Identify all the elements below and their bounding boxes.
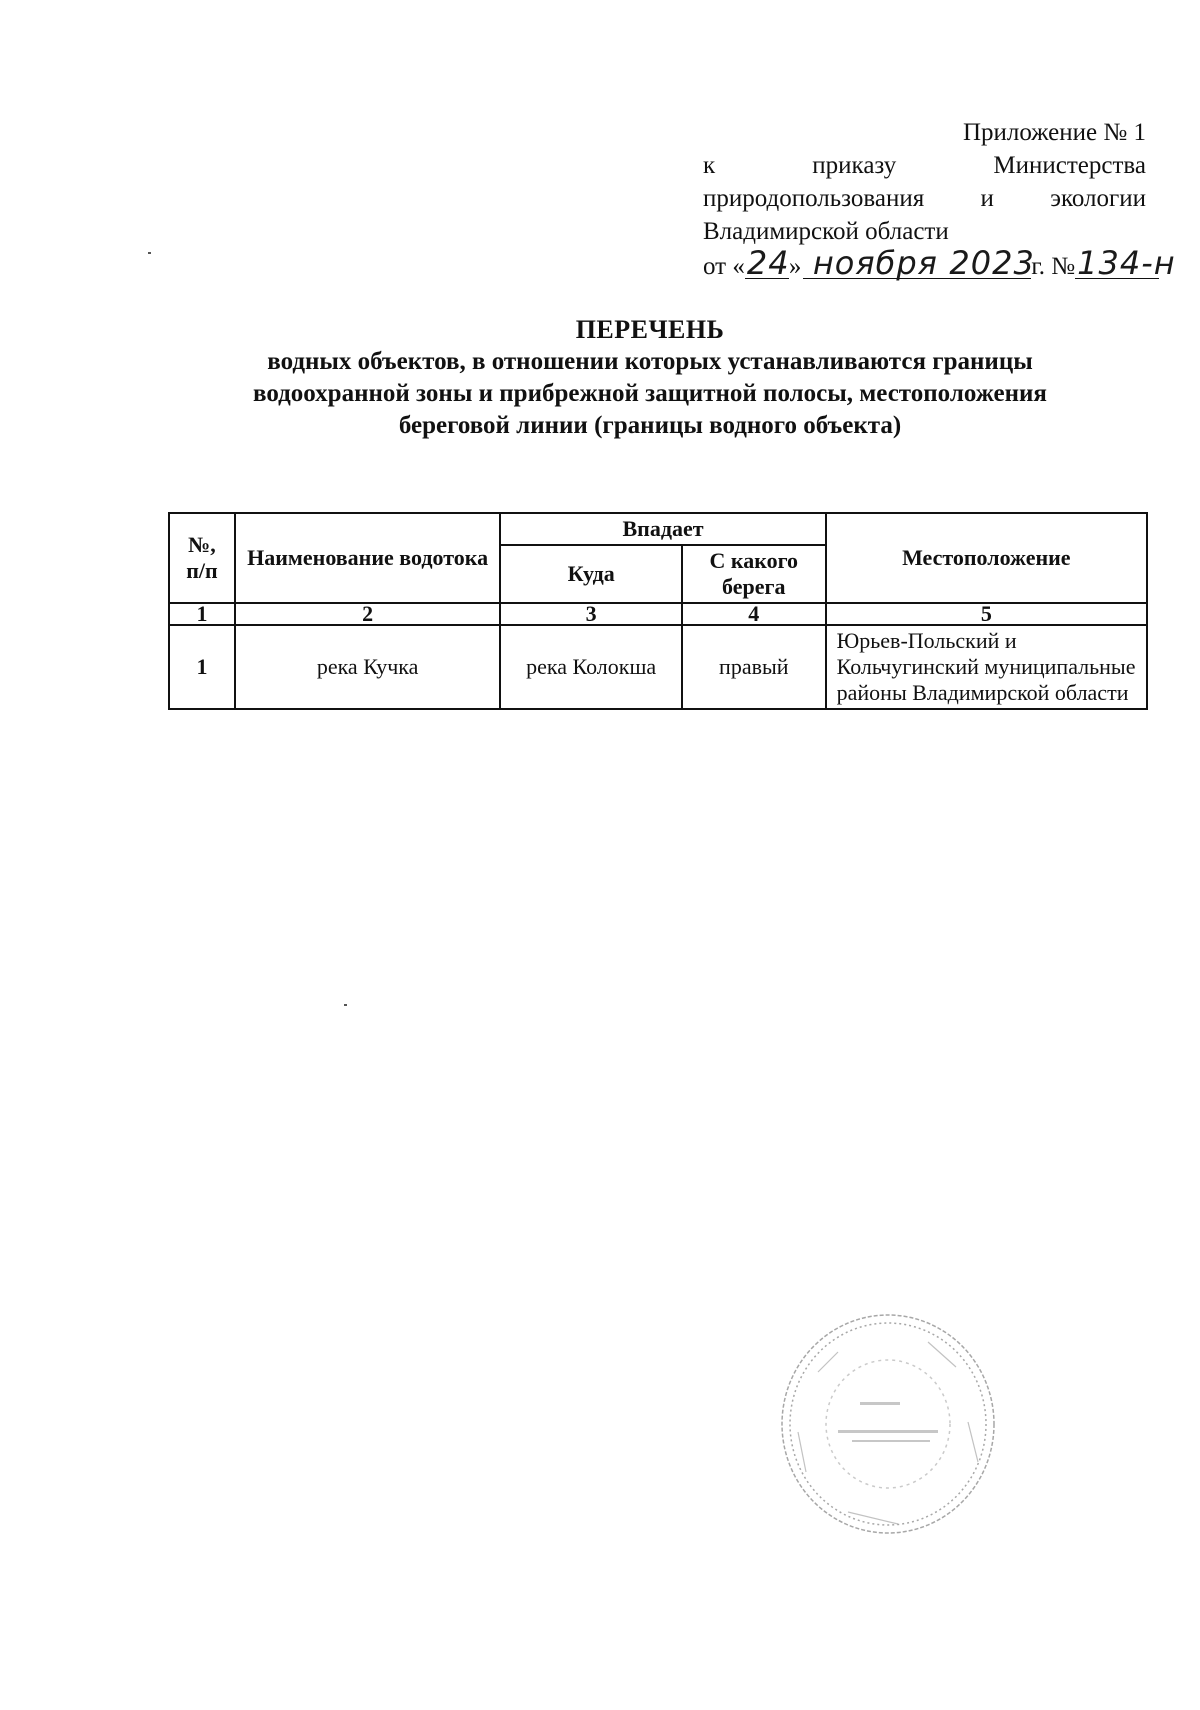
header-where: Куда — [500, 545, 682, 603]
row-bank: правый — [682, 625, 826, 709]
title-line: береговой линии (границы водного объекта) — [398, 412, 902, 439]
appendix-number: Приложение № 1 — [962, 119, 1146, 146]
header-stream-name: Наименование водотока — [235, 513, 500, 603]
appendix-word: и — [980, 185, 994, 212]
header-inflow: Впадает — [500, 513, 825, 545]
handwritten-year: 2023 — [949, 244, 1035, 282]
appendix-word: к — [703, 152, 716, 179]
table-row — [169, 625, 1147, 709]
handwritten-day: 24 — [746, 244, 790, 282]
column-number: 5 — [826, 603, 1147, 625]
date-prefix: от « — [703, 253, 745, 280]
appendix-line-ministry — [703, 182, 1146, 215]
date-suffix: г. № — [1031, 253, 1076, 280]
header-bank: С какого берега — [682, 545, 826, 603]
column-number: 4 — [682, 603, 826, 625]
official-seal-stamp — [778, 1312, 998, 1537]
row-where: река Колокша — [500, 625, 682, 709]
scan-speck — [148, 252, 151, 254]
document-title — [160, 314, 1140, 442]
date-mid: » — [788, 253, 802, 280]
row-number: 1 — [169, 625, 235, 709]
column-number-row — [169, 603, 1147, 625]
order-date-line — [703, 244, 1176, 283]
appendix-line-order — [703, 149, 1146, 182]
appendix-header — [703, 116, 1176, 283]
appendix-word: природопользования — [703, 185, 925, 212]
title-line: водоохранной зоны и прибрежной защитной полосы, местоположения — [253, 380, 1047, 407]
water-objects-table — [168, 512, 1148, 710]
handwritten-month: ноября — [803, 248, 947, 279]
row-location: Юрьев-Польский и Кольчугинский муниципальные районы Владимирской области — [826, 625, 1147, 709]
column-number: 1 — [169, 603, 235, 625]
handwritten-order-number: 134-н — [1077, 244, 1176, 282]
row-stream-name: река Кучка — [235, 625, 500, 709]
scan-speck — [344, 1004, 347, 1006]
appendix-region: Владимирской области — [703, 218, 949, 245]
appendix-word: экологии — [1050, 185, 1146, 212]
appendix-word: приказу — [812, 152, 897, 179]
table-header-row — [169, 513, 1147, 545]
header-location: Местоположение — [826, 513, 1147, 603]
appendix-word: Министерства — [993, 152, 1146, 179]
column-number: 3 — [500, 603, 682, 625]
header-number: №, п/п — [169, 513, 235, 603]
column-number: 2 — [235, 603, 500, 625]
title-heading: ПЕРЕЧЕНЬ — [575, 315, 725, 344]
title-line: водных объектов, в отношении которых устанавливаются границы — [267, 348, 1033, 375]
